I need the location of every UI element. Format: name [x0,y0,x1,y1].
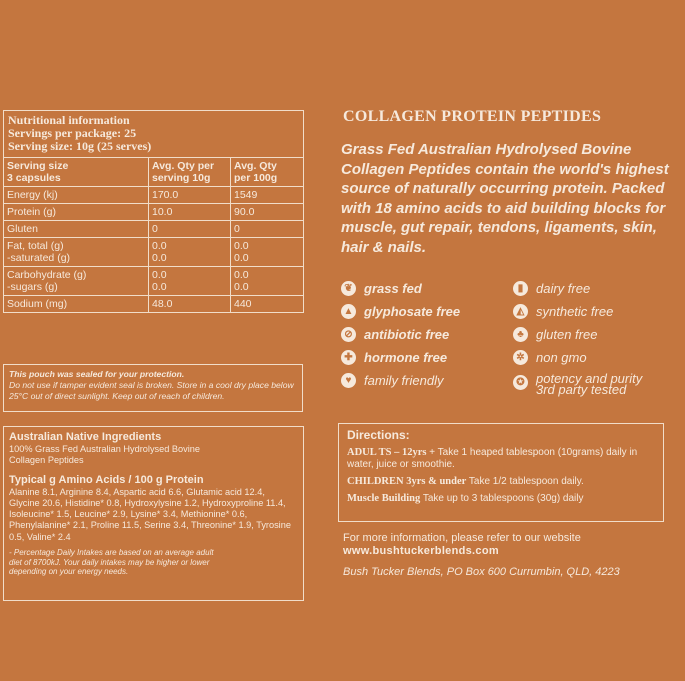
feature-label: synthetic free [536,304,614,319]
storage-notice [3,364,303,412]
more-info [343,532,581,558]
flask-icon: ◭ [513,304,528,319]
feature-label: dairy free [536,281,591,296]
feature-label: glyphosate free [364,304,461,319]
feature-glyphosate-free [341,304,460,319]
nutrition-title: Nutritional information [8,113,130,127]
row-per100: 1549 [231,187,304,204]
amino-text: Alanine 8.1, Arginine 8.4, Aspartic acid 6.6, Glutamic acid 12.4, Glycine 20.6, Histidine* 0.8, Hydroxylysine 1.2, Hydroxyproline 11.4, Isoleucine* 1.5, Leucine* 2.9, Lysine* 3.4, Methionine* 0.6, Phenylalanine* 2.1, Proline 11.5, Serine 3.4, Threonine* 1.9, Tyrosine 0.5, Valine* 2.4 [9,486,291,542]
row-per100: 0.0 0.0 [231,238,304,267]
notice-heading: This pouch was sealed for your protection. [9,369,185,379]
table-row [4,238,303,267]
directions-adults [347,447,655,471]
feature-hormone-free [341,350,447,365]
children-text: Take 1/2 tablespoon daily. [466,476,584,487]
milk-icon: ▮ [513,281,528,296]
row-label: Protein (g) [4,204,149,221]
row-label: Fat, total (g) -saturated (g) [4,238,149,267]
nutrition-header [4,111,303,158]
row-label: Gluten [4,221,149,238]
table-row [4,221,303,238]
ingredients-text: 100% Grass Fed Australian Hydrolysed Bovine Collagen Peptides [9,444,200,466]
serving-size: Serving size: 10g (25 serves) [8,139,152,153]
row-serving: 0 [149,221,231,238]
table-row [4,204,303,221]
row-serving: 0.0 0.0 [149,267,231,296]
feature-synthetic-free [513,304,613,319]
children-key: CHILDREN 3yrs & under [347,476,467,487]
directions-children [347,476,655,488]
row-label: Energy (kj) [4,187,149,204]
amino-heading: Typical g Amino Acids / 100 g Protein [9,473,204,486]
feature-grass-fed [341,281,422,296]
row-serving: 48.0 [149,296,231,313]
col-header-per-100g: Avg. Qty per 100g [231,158,304,187]
muscle-text: Take up to 3 tablespoons (30g) daily [420,493,584,504]
feature-label: gluten free [536,327,598,342]
postal-address: Bush Tucker Blends, PO Box 600 Currumbin, QLD, 4223 [343,566,620,578]
more-info-text: For more information, please refer to our website [343,532,581,544]
col-header-per-serving: Avg. Qty per serving 10g [149,158,231,187]
cross-icon: ✚ [341,350,356,365]
directions-panel [338,423,664,522]
feature-label: antibiotic free [364,327,450,342]
feature-label: grass fed [364,281,422,296]
table-row [4,267,303,296]
ingredients-footnote: - Percentage Daily Intakes are based on an average adult diet of 8700kJ. Your daily intakes may be higher or lower depending on your energy needs. [9,548,214,577]
directions-muscle [347,493,655,505]
spray-icon: ▲ [341,304,356,319]
table-row [4,296,303,313]
feature-label: hormone free [364,350,448,365]
product-description: Grass Fed Australian Hydrolysed Bovine Collagen Peptides contain the world's highest source of naturally occurring protein. Packed with 18 amino acids to aid building blocks for muscle, gut repair, tendons, ligaments, skin, hair & nails. [341,141,669,256]
heart-icon: ♥ [341,373,356,388]
wheat-icon: ♣ [513,327,528,342]
row-per100: 440 [231,296,304,313]
feature-gluten-free [513,327,597,342]
row-label: Carbohydrate (g) -sugars (g) [4,267,149,296]
product-title: COLLAGEN PROTEIN PEPTIDES [343,108,602,125]
row-per100: 0.0 0.0 [231,267,304,296]
row-serving: 0.0 0.0 [149,238,231,267]
table-row [4,187,303,204]
feature-label: potency and purity 3rd party tested [536,371,643,397]
leaf-icon: ❦ [341,281,356,296]
nutrition-panel [3,110,304,313]
adults-key: ADUL TS – 12yrs + [347,447,436,458]
row-per100: 90.0 [231,204,304,221]
row-per100: 0 [231,221,304,238]
col-header-serving: Serving size 3 capsules [4,158,149,187]
medal-icon: ✪ [513,375,528,390]
feature-label: non gmo [536,350,587,365]
feature-antibiotic-free [341,327,449,342]
directions-heading: Directions: [347,428,410,442]
feature-dairy-free [513,281,590,296]
pill-icon: ⊘ [341,327,356,342]
feature-potency-tested [513,373,642,395]
servings-per-package: Servings per package: 25 [8,126,137,140]
ingredients-panel [3,426,304,601]
adults-text: Take 1 heaped tablespoon (10grams) daily in water, juice or smoothie. [347,447,638,470]
feature-family-friendly [341,373,443,388]
nutrition-table [4,158,303,312]
website-link[interactable]: www.bushtuckerblends.com [343,545,499,557]
dna-icon: ✲ [513,350,528,365]
feature-label: family friendly [364,373,444,388]
row-serving: 170.0 [149,187,231,204]
notice-text: Do not use if tamper evident seal is broken. Store in a cool dry place below 25°C out of direct sunlight. Keep out of reach of children. [9,380,294,401]
muscle-key: Muscle Building [347,493,421,504]
row-serving: 10.0 [149,204,231,221]
row-label: Sodium (mg) [4,296,149,313]
ingredients-heading: Australian Native Ingredients [9,431,162,443]
feature-non-gmo [513,350,587,365]
